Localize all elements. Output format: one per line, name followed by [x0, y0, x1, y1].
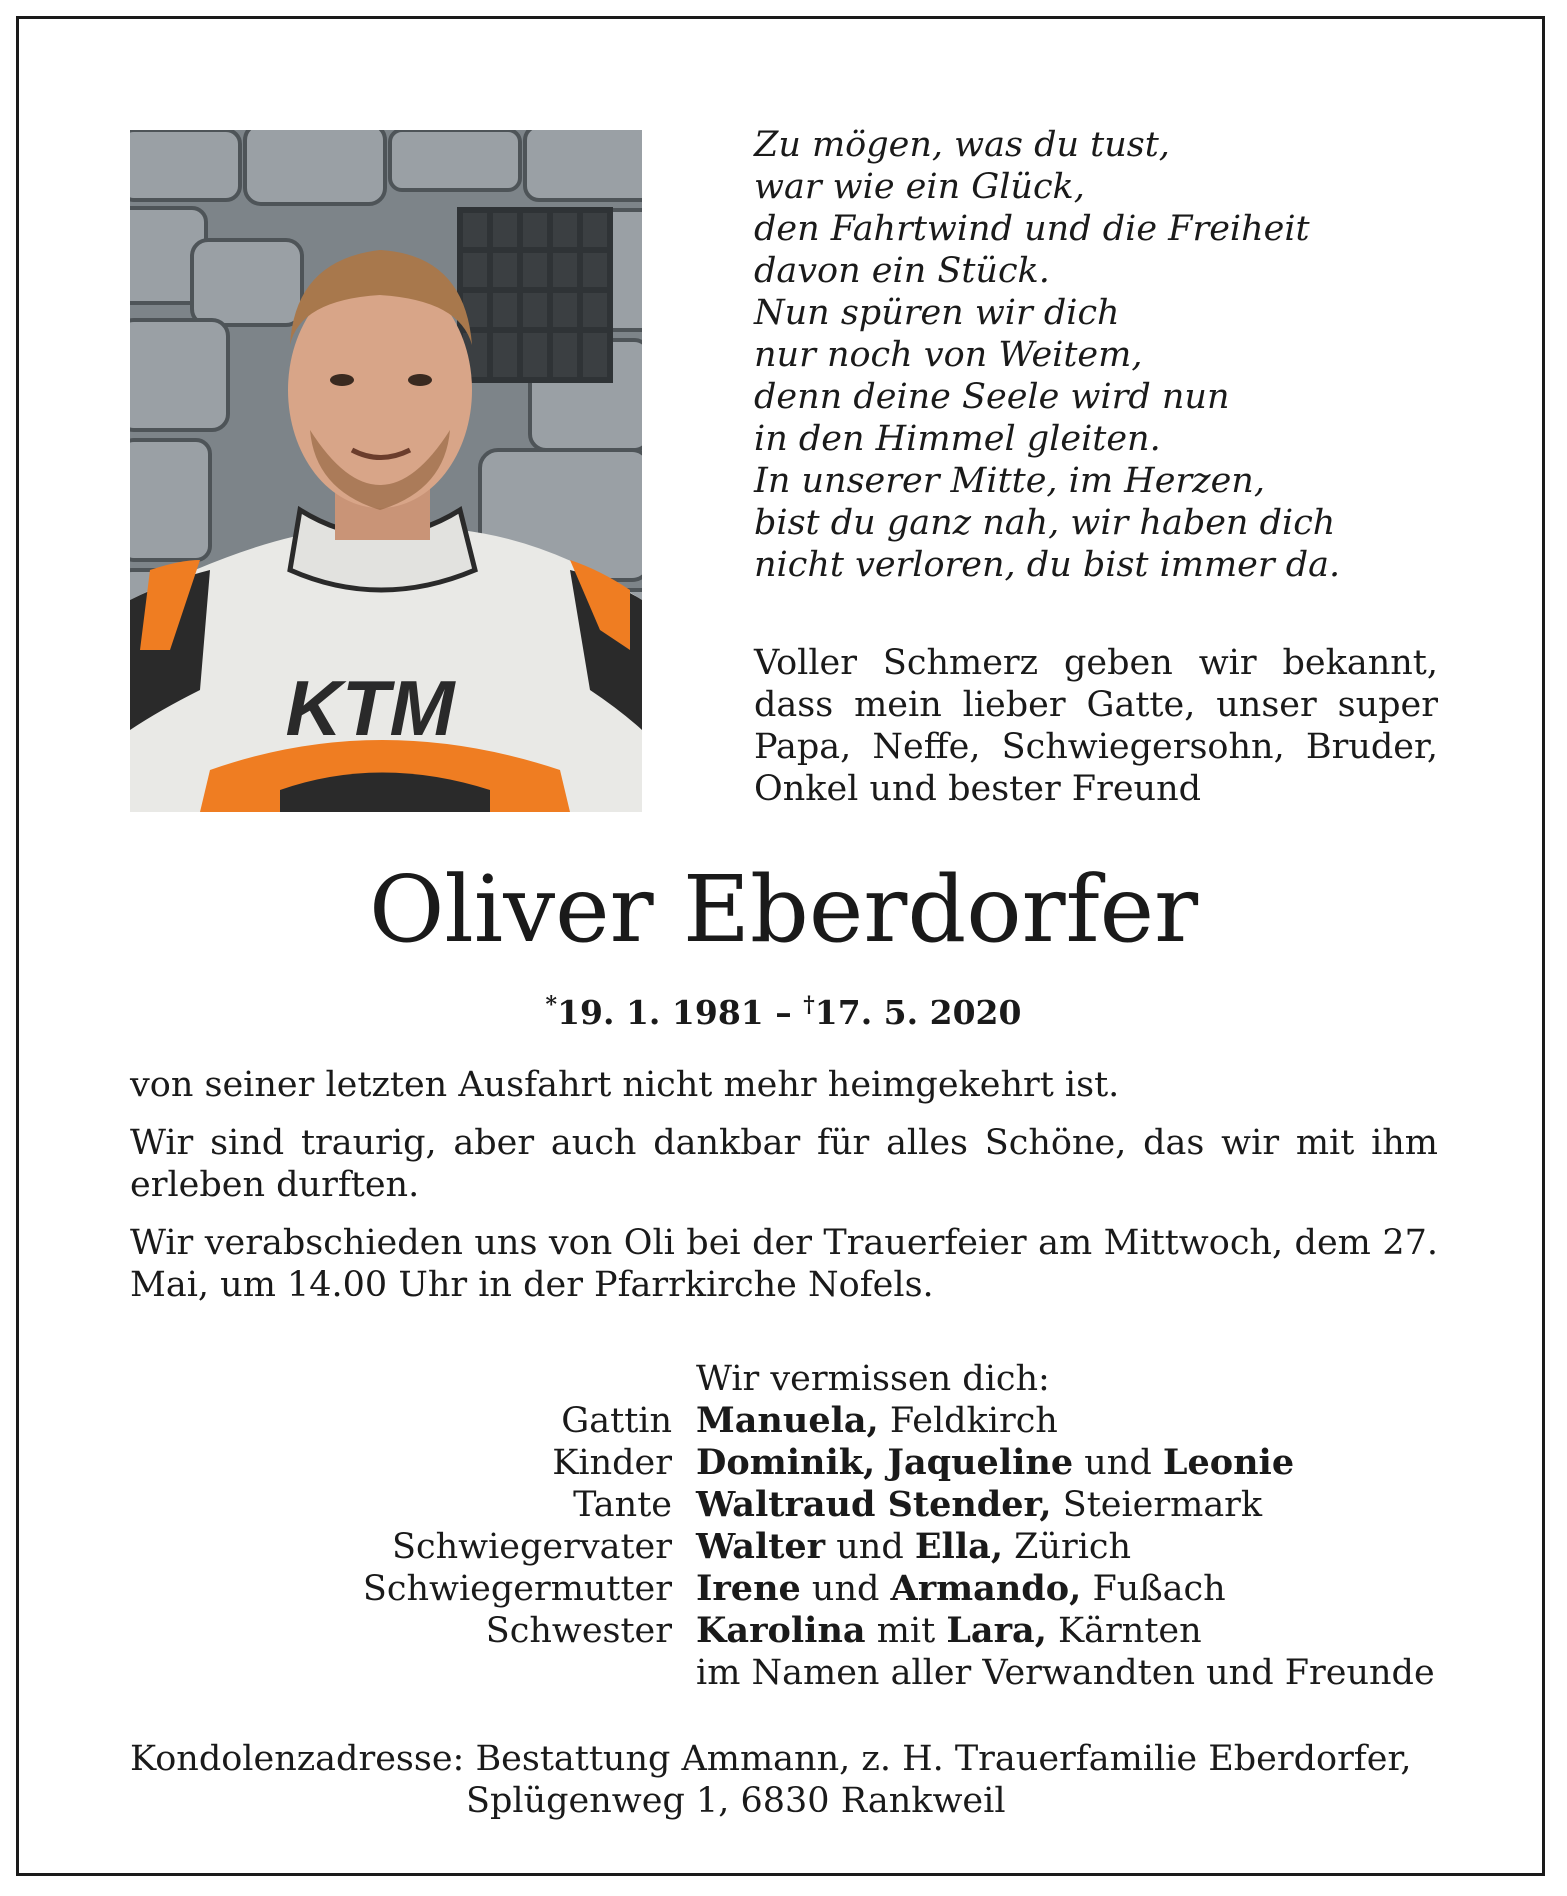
mourners-closing: im Namen aller Verwandten und Freunde — [696, 1653, 1435, 1693]
mourners-list — [300, 1358, 1500, 1694]
mourner-text: und — [825, 1527, 915, 1567]
mourners-heading-row — [300, 1358, 1500, 1400]
portrait-photo — [130, 130, 642, 812]
mourner-names — [696, 1568, 1500, 1610]
birth-date: 19. 1. 1981 — [557, 993, 764, 1032]
mourner-name: Leonie — [1162, 1442, 1295, 1483]
birth-star-icon: * — [545, 992, 558, 1018]
mourner-names — [696, 1442, 1500, 1484]
mourner-text: mit — [865, 1611, 947, 1651]
mourner-row — [300, 1610, 1500, 1652]
mourners-heading: Wir vermissen dich: — [696, 1359, 1050, 1399]
poem-line: nur noch von Weitem, — [754, 335, 1143, 375]
mourner-names — [696, 1484, 1500, 1526]
mourner-row — [300, 1526, 1500, 1568]
mourner-relation: Schwiegermutter — [362, 1569, 672, 1609]
death-date: 17. 5. 2020 — [814, 993, 1022, 1032]
mourner-text: Zürich — [1003, 1527, 1132, 1567]
mourner-name: Manuela, — [696, 1400, 879, 1441]
mourner-text: Steiermark — [1051, 1485, 1263, 1525]
jacket-logo: KTM — [285, 664, 455, 752]
mourner-relation: Schwiegervater — [392, 1527, 672, 1567]
mourner-relation: Kinder — [552, 1443, 672, 1483]
mourner-row — [300, 1400, 1500, 1442]
announcement-body — [130, 1064, 1438, 1322]
mourner-text: und — [1073, 1443, 1163, 1483]
mourner-text: Kärnten — [1046, 1611, 1202, 1651]
mourner-names — [696, 1400, 1500, 1442]
death-cross-icon: † — [803, 992, 815, 1018]
mourner-row — [300, 1568, 1500, 1610]
poem-line: davon ein Stück. — [754, 251, 1050, 291]
mourner-name: Karolina — [696, 1610, 866, 1651]
mourner-name: Irene — [696, 1568, 801, 1609]
mourner-name: Dominik, Jaqueline — [696, 1442, 1074, 1483]
condolence-line: Kondolenzadresse: Bestattung Ammann, z. H. Trauerfamilie Eberdorfer, — [130, 1739, 1412, 1779]
mourner-relation: Schwester — [485, 1611, 672, 1651]
mourner-text: Feldkirch — [878, 1401, 1058, 1441]
poem-line: In unserer Mitte, im Herzen, — [754, 461, 1265, 501]
poem — [754, 124, 1454, 586]
deceased-name: Oliver Eberdorfer — [368, 856, 1199, 963]
mourner-names — [696, 1610, 1500, 1652]
poem-line: bist du ganz nah, wir haben dich — [754, 503, 1336, 543]
poem-line: denn deine Seele wird nun — [754, 377, 1230, 417]
mourner-row — [300, 1442, 1500, 1484]
life-dates — [0, 983, 1567, 1035]
poem-line: nicht verloren, du bist immer da. — [754, 545, 1341, 585]
mourner-name: Waltraud Stender, — [696, 1484, 1052, 1525]
body-paragraph: von seiner letzten Ausfahrt nicht mehr heimgekehrt ist. — [130, 1065, 1120, 1105]
mourner-text: und — [800, 1569, 891, 1609]
mourner-names — [696, 1526, 1500, 1568]
announcement-intro: Voller Schmerz geben wir bekannt, dass mein lieber Gatte, unser super Papa, Neffe, Schwiegersohn, Bruder, Onkel und bester Freund — [754, 643, 1438, 809]
condolence-line: Splügenweg 1, 6830 Rankweil — [466, 1781, 1006, 1821]
mourners-closing-row — [300, 1652, 1500, 1694]
poem-line: war wie ein Glück, — [754, 167, 1085, 207]
mourner-name: Lara, — [946, 1610, 1047, 1651]
poem-line: Nun spüren wir dich — [754, 293, 1120, 333]
poem-line: den Fahrtwind und die Freiheit — [754, 209, 1310, 249]
mourner-row — [300, 1484, 1500, 1526]
poem-line: in den Himmel gleiten. — [754, 419, 1161, 459]
condolence-address — [130, 1738, 1450, 1822]
mourner-relation: Gattin — [561, 1401, 672, 1441]
mourner-name: Ella, — [914, 1526, 1004, 1567]
mourner-relation: Tante — [573, 1485, 672, 1525]
mourner-name: Armando, — [890, 1568, 1082, 1609]
poem-line: Zu mögen, was du tust, — [754, 125, 1170, 165]
body-paragraph: Wir verabschieden uns von Oli bei der Trauerfeier am Mittwoch, dem 27. Mai, um 14.00 Uhr in der Pfarrkirche Nofels. — [130, 1223, 1438, 1305]
mourner-text: Fußach — [1081, 1569, 1226, 1609]
date-separator: – — [775, 993, 792, 1032]
mourner-name: Walter — [696, 1526, 826, 1567]
body-paragraph: Wir sind traurig, aber auch dankbar für alles Schöne, das wir mit ihm erleben durften. — [130, 1123, 1438, 1205]
